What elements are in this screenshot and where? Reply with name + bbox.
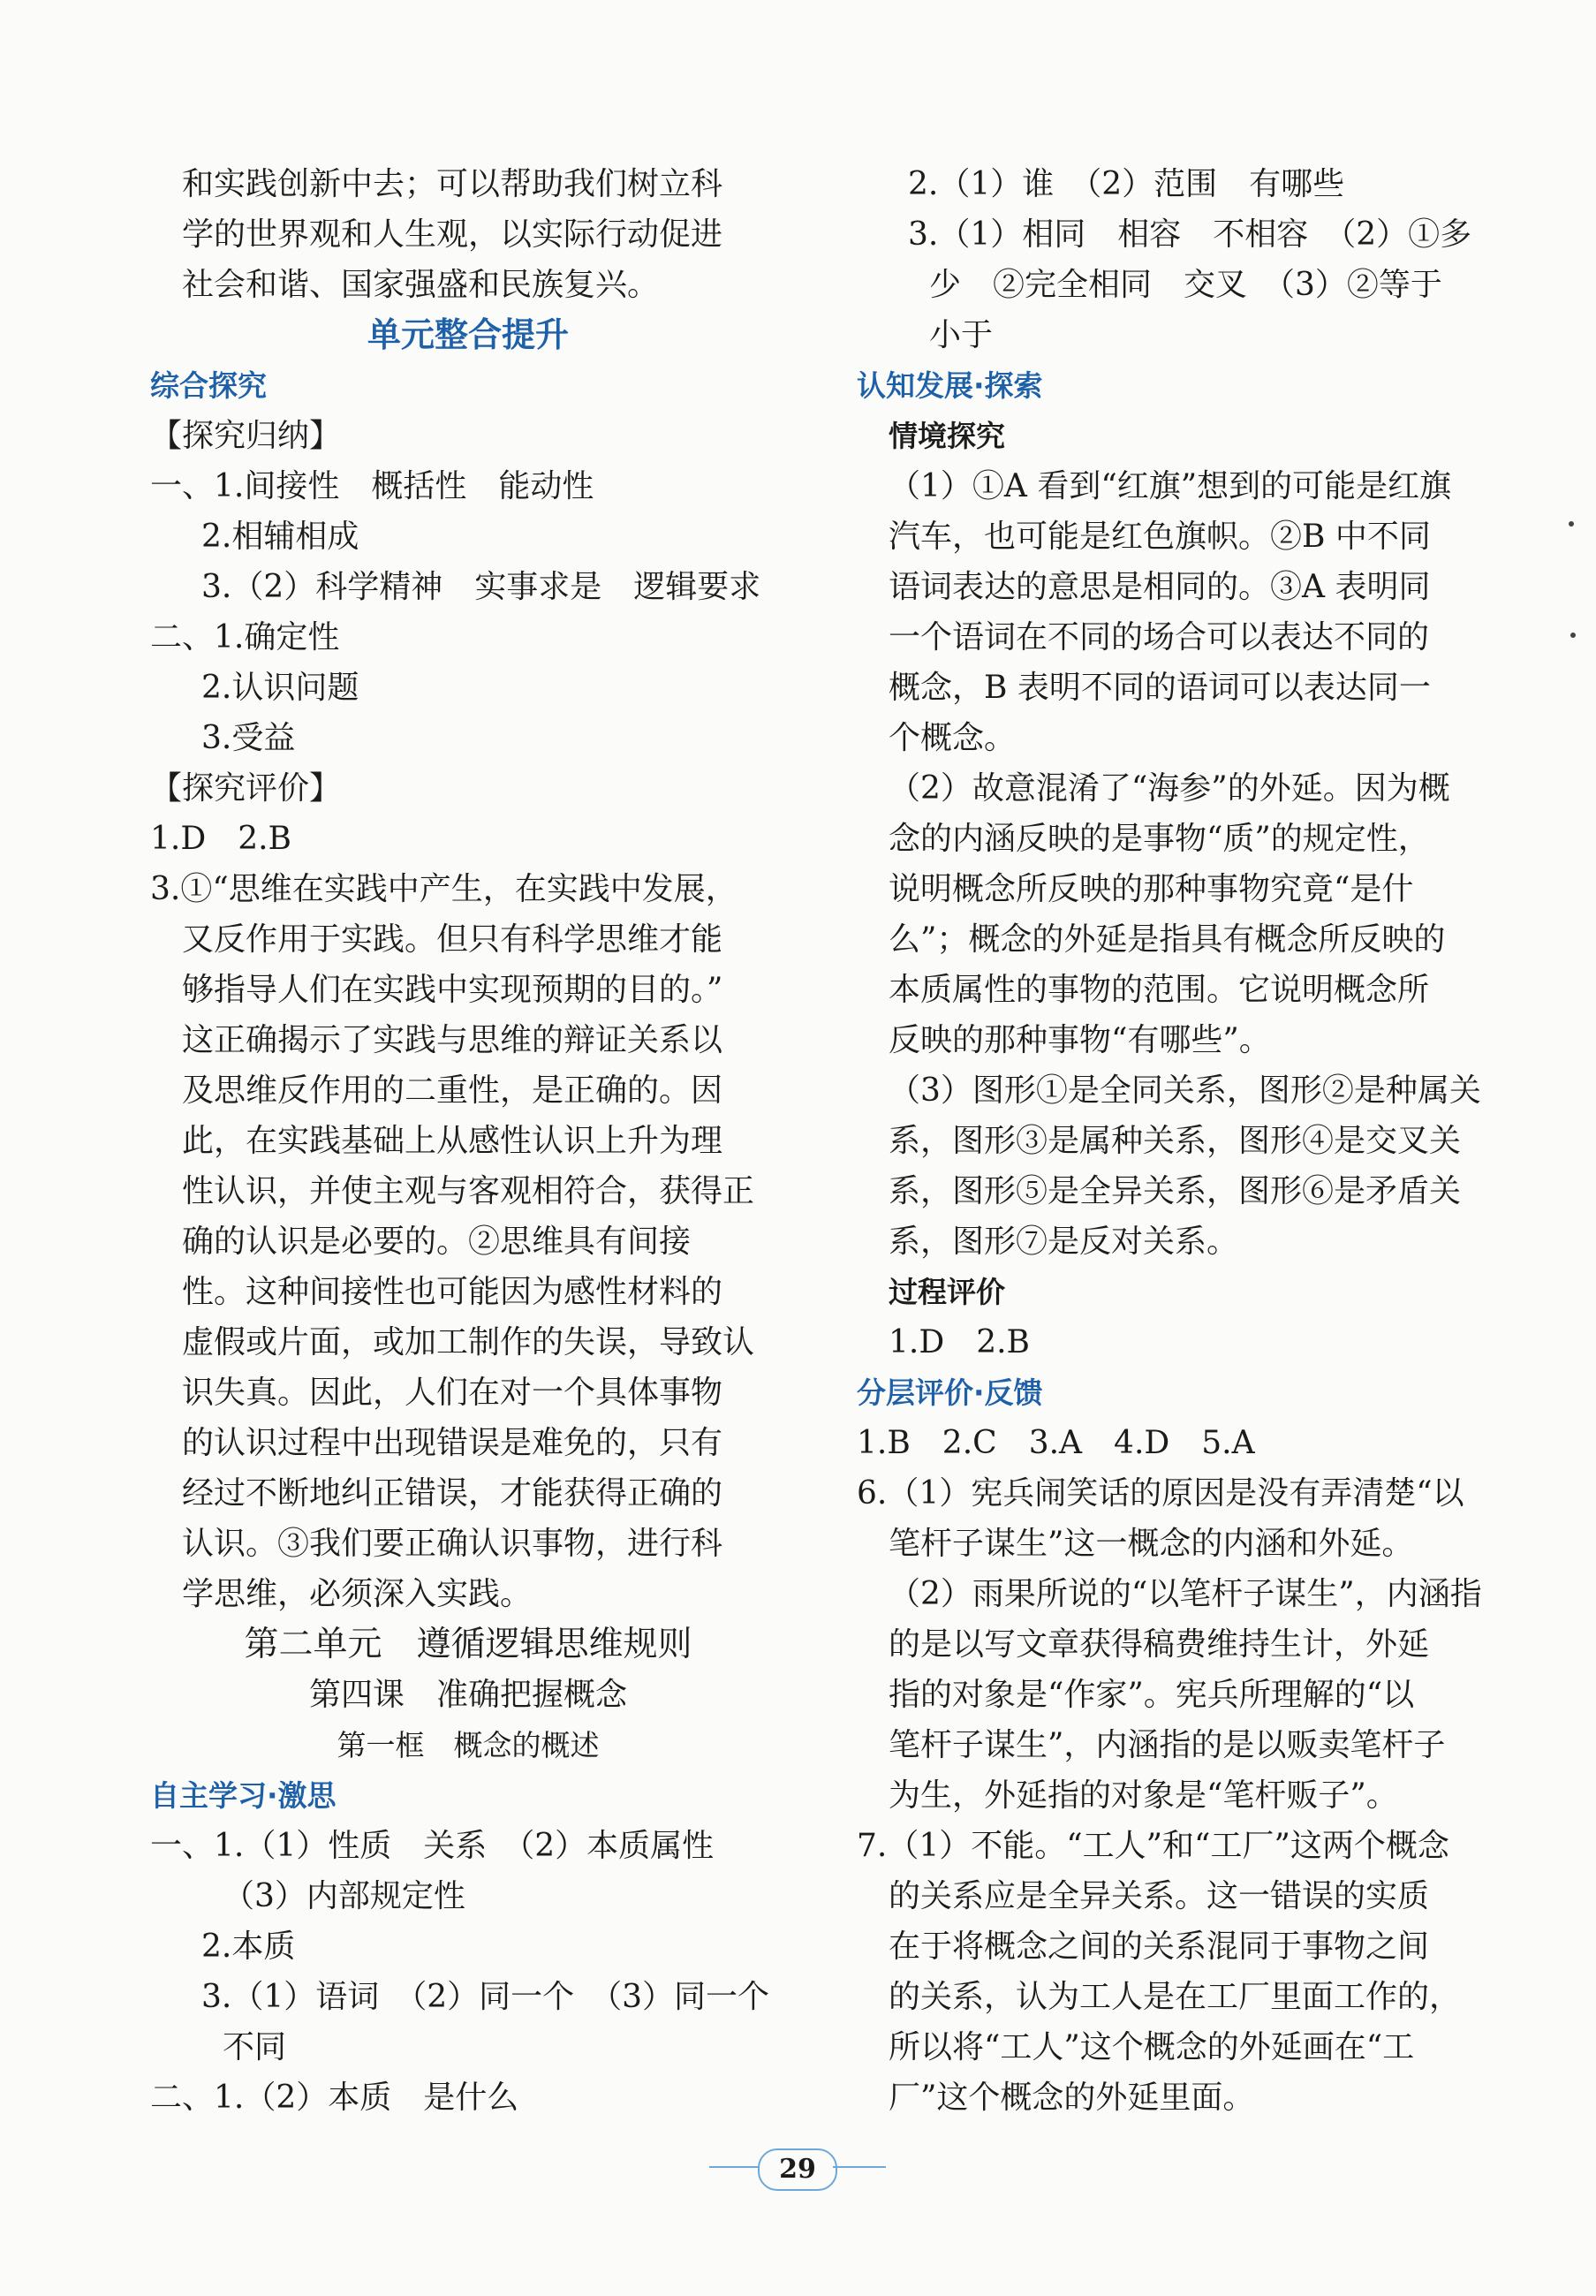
answer-line: 厂”这个概念的外延里面。: [889, 2080, 1255, 2116]
answer-line: 1.D 2.B: [150, 821, 292, 857]
section-heading: 认知发展·探索: [857, 368, 1043, 403]
answer-line: 1.D 2.B: [889, 1324, 1031, 1360]
section-heading: 综合探究: [150, 368, 267, 403]
answer-line: 3.（1）语词 （2）同一个 （3）同一个: [201, 1979, 770, 2015]
answer-line: 和实践创新中去；可以帮助我们树立科: [182, 166, 723, 202]
answer-line: 二、1.（2）本质 是什么: [150, 2080, 519, 2116]
answer-line: （3）图形①是全同关系，图形②是种属关: [889, 1072, 1481, 1109]
unit-title: 第二单元 遵循逻辑思维规则: [244, 1625, 692, 1664]
answer-line: 笔杆子谋生”，内涵指的是以贩卖笔杆子: [889, 1727, 1446, 1763]
answer-line: （2）雨果所说的“以笔杆子谋生”，内涵指: [889, 1576, 1482, 1612]
answer-line: 虚假或片面，或加工制作的失误，导致认: [182, 1324, 755, 1360]
answer-line: 的关系应是全异关系。这一错误的实质: [889, 1878, 1430, 1914]
answer-line: 这正确揭示了实践与思维的辩证关系以: [182, 1022, 723, 1058]
lesson-title: 第四课 准确把握概念: [308, 1677, 627, 1713]
answer-line: 个概念。: [889, 720, 1017, 756]
answer-line: （1）①A 看到“红旗”想到的可能是红旗: [889, 468, 1452, 504]
answer-line: 7.（1）不能。“工人”和“工厂”这两个概念: [857, 1828, 1449, 1864]
answer-line: 2.（1）谁 （2）范围 有哪些: [908, 166, 1345, 202]
answer-line: 2.本质: [201, 1928, 296, 1965]
answer-line: 系，图形⑤是全异关系，图形⑥是矛盾关: [889, 1173, 1462, 1209]
answer-line: 少 ②完全相同 交叉 （3）②等于: [929, 267, 1442, 303]
answer-line: 一、1.（1）性质 关系 （2）本质属性: [150, 1828, 715, 1864]
answer-line: 经过不断地纠正错误，才能获得正确的: [182, 1475, 723, 1512]
answer-line: 指的对象是“作家”。宪兵所理解的“以: [889, 1677, 1415, 1713]
answer-line: 概念，B 表明不同的语词可以表达同一: [889, 670, 1431, 706]
answer-line: 小于: [929, 317, 994, 353]
page-number-decoration-right: [833, 2166, 886, 2168]
answer-line: 二、1.确定性: [150, 619, 340, 655]
section-heading: 自主学习·激思: [150, 1778, 337, 1813]
answer-line: （2）故意混淆了“海参”的外延。因为概: [889, 770, 1450, 807]
answer-line: 么”；概念的外延是指具有概念所反映的: [889, 921, 1446, 958]
answer-line: 【探究归纳】: [150, 418, 342, 454]
answer-line: 系，图形③是属种关系，图形④是交叉关: [889, 1123, 1462, 1159]
answer-line: 系，图形⑦是反对关系。: [889, 1224, 1239, 1260]
answer-line: 学思维，必须深入实践。: [182, 1576, 533, 1612]
answer-line: 此，在实践基础上从感性认识上升为理: [182, 1123, 723, 1159]
answer-line: 认识。③我们要正确认识事物，进行科: [182, 1526, 723, 1562]
page-number: 29: [758, 2148, 837, 2191]
answer-line: 识失真。因此，人们在对一个具体事物: [182, 1375, 723, 1411]
margin-mark: [1569, 521, 1574, 527]
left-column: [150, 159, 786, 2123]
section-heading: 分层评价·反馈: [857, 1375, 1043, 1410]
answer-line: 2.相辅相成: [201, 519, 359, 555]
page-number-decoration-left: [709, 2166, 762, 2168]
answer-line: 的是以写文章获得稿费维持生计，外延: [889, 1626, 1430, 1663]
answer-line: 1.B 2.C 3.A 4.D 5.A: [857, 1425, 1255, 1461]
answer-line: 本质属性的事物的范围。它说明概念所: [889, 972, 1430, 1008]
answer-line: 念的内涵反映的是事物“质”的规定性，: [889, 821, 1430, 857]
answer-line: 一、1.间接性 概括性 能动性: [150, 468, 594, 504]
answer-line: 3.（1）相同 相容 不相容 （2）①多: [908, 216, 1472, 253]
answer-line: 够指导人们在实践中实现预期的目的。”: [182, 972, 723, 1008]
answer-line: 不同: [223, 2029, 287, 2065]
answer-line: 的关系，认为工人是在工厂里面工作的，: [889, 1979, 1462, 2015]
answer-line: 一个语词在不同的场合可以表达不同的: [889, 619, 1430, 655]
answer-line: 笔杆子谋生”这一概念的内涵和外延。: [889, 1526, 1414, 1562]
right-column: [857, 159, 1484, 2123]
answer-line: 汽车，也可能是红色旗帜。②B 中不同: [889, 519, 1431, 555]
answer-line: 学的世界观和人生观，以实际行动促进: [182, 216, 723, 253]
answer-line: 性认识，并使主观与客观相符合，获得正: [182, 1173, 755, 1209]
answer-line: 的认识过程中出现错误是难免的，只有: [182, 1425, 723, 1461]
answer-line: 性。这种间接性也可能因为感性材料的: [182, 1274, 723, 1310]
answer-line: 反映的那种事物“有哪些”。: [889, 1022, 1271, 1058]
answer-line: 又反作用于实践。但只有科学思维才能: [182, 921, 723, 958]
answer-line: 6.（1）宪兵闹笑话的原因是没有弄清楚“以: [857, 1475, 1464, 1512]
answer-line: 3.（2）科学精神 实事求是 逻辑要求: [201, 569, 761, 605]
answer-line: 3.①“思维在实践中产生，在实践中发展，: [150, 871, 737, 907]
answer-line: （3）内部规定性: [223, 1878, 465, 1914]
frame-title: 第一框 概念的概述: [337, 1728, 600, 1762]
answer-line: 在于将概念之间的关系混同于事物之间: [889, 1928, 1430, 1965]
margin-mark: [1570, 633, 1576, 638]
answer-line: 2.认识问题: [201, 670, 359, 706]
answer-line: 语词表达的意思是相同的。③A 表明同: [889, 569, 1431, 605]
subsection-heading: 过程评价: [889, 1275, 1005, 1309]
subsection-heading: 情境探究: [889, 419, 1005, 453]
answer-line: 所以将“工人”这个概念的外延画在“工: [889, 2029, 1415, 2065]
unit-summary-heading: 单元整合提升: [367, 315, 569, 354]
answer-line: 确的认识是必要的。②思维具有间接: [182, 1224, 692, 1260]
answer-line: 社会和谐、国家强盛和民族复兴。: [182, 267, 660, 303]
answer-line: 及思维反作用的二重性，是正确的。因: [182, 1072, 723, 1109]
answer-line: 为生，外延指的对象是“笔杆贩子”。: [889, 1777, 1398, 1814]
page-number-badge: [709, 2148, 886, 2189]
answer-line: 【探究评价】: [150, 770, 342, 807]
answer-line: 说明概念所反映的那种事物究竟“是什: [889, 871, 1414, 907]
answer-line: 3.受益: [201, 720, 296, 756]
